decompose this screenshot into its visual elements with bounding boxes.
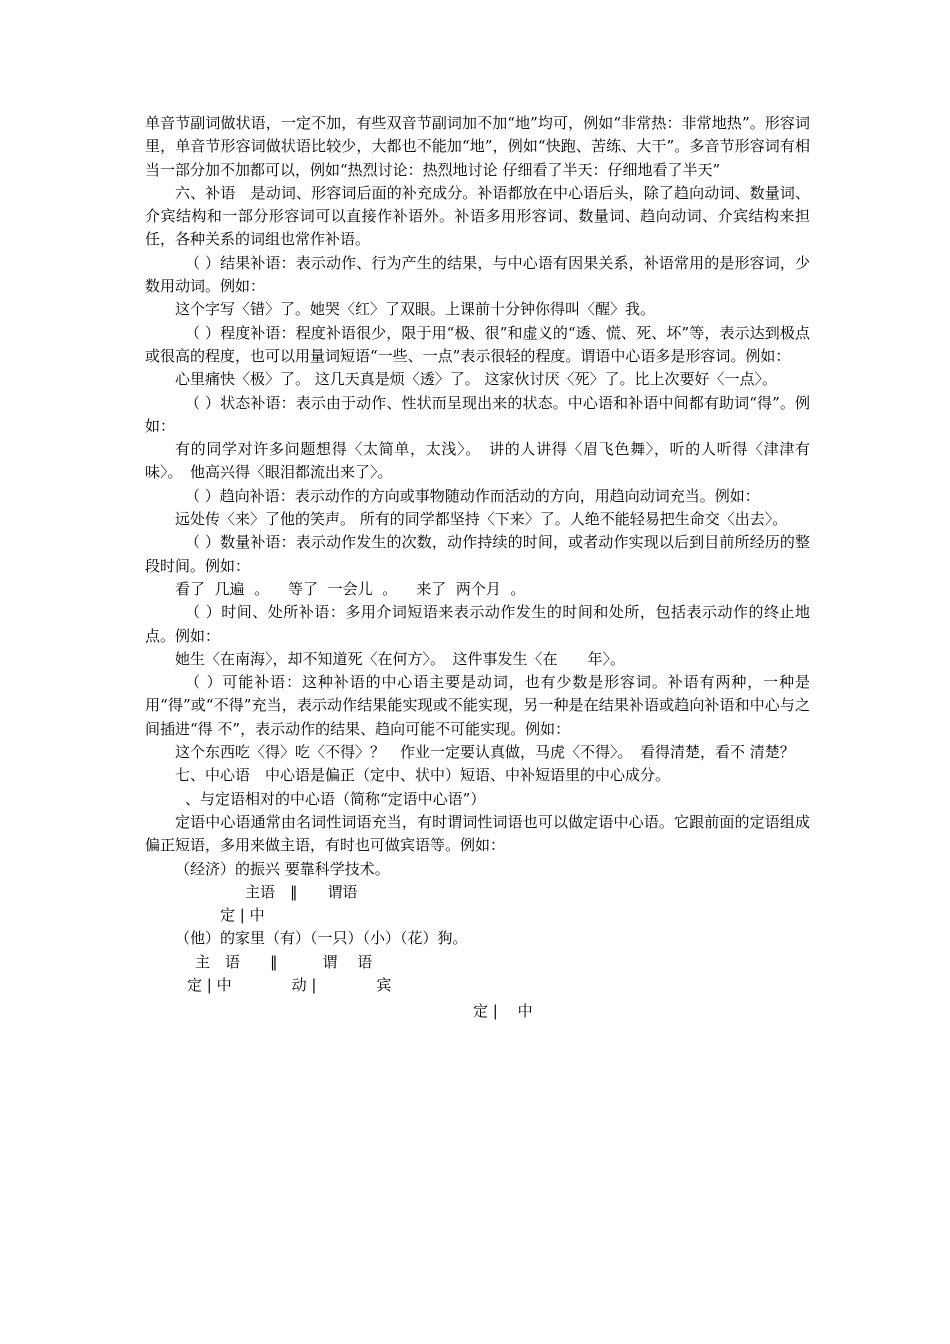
paragraph-direction-complement: （ ）趋向补语：表示动作的方向或事物随动作而活动的方向，用趋向动词充当。例如： xyxy=(185,486,760,505)
paragraph-state-complement: （ ）状态补语：表示由于动作、性状而呈现出来的状态。中心语和补语中间都有助词“得”。例如： xyxy=(145,393,810,435)
example-result-complement: 这个字写〈错〉了。她哭〈红〉了双眼。上课前十分钟你得叫〈醒〉我。 xyxy=(175,300,656,319)
diagram-line-attr-verb-object: 定 | 中 动 | 宾 xyxy=(187,975,392,994)
paragraph-time-place-complement: （ ）时间、处所补语：多用介词短语来表示动作发生的时间和处所，包括表示动作的终止地点。例如： xyxy=(145,603,810,645)
example-sentence-1: （经济）的振兴 要靠科学技术。 xyxy=(175,859,390,878)
diagram-line-attr-head: 定 | 中 xyxy=(220,906,265,925)
paragraph-attributive-head-desc: 定语中心语通常由名词性词语充当，有时谓词性词语也可以做定语中心语。它跟前面的定语组成偏正短语，多用来做主语，有时也可做宾语等。例如： xyxy=(145,812,810,855)
paragraph-head-word-heading: 七、中心语 中心语是偏正（定中、状中）短语、中补短语里的中心成分。 xyxy=(175,766,671,785)
example-sentence-2: （他）的家里（有）（一只）（小）（花）狗。 xyxy=(175,929,468,948)
paragraph-complement-heading: 六、补语 是动词、形容词后面的补充成分。补语都放在中心语后头，除了趋向动词、数量词、介宾结构和一部分形容词可以直接作补语外。补语多用形容词、数量词、趋向动词、介宾结构来担任，各种关系的词组也常作补语。 xyxy=(145,183,810,249)
example-time-place-complement: 她生〈在南海〉，却不知道死〈在何方〉。 这件事发生〈在 年〉。 xyxy=(175,649,626,668)
example-possible-complement: 这个东西吃〈得〉吃〈不得〉？ 作业一定要认真做，马虎〈不得〉。 看得清楚，看不 清楚？ xyxy=(175,743,795,762)
paragraph-result-complement: （ ）结果补语：表示动作、行为产生的结果，与中心语有因果关系，补语常用的是形容词，少数用动词。例如： xyxy=(145,253,810,296)
document-body xyxy=(145,112,810,1024)
diagram-line-subject-predicate: 主语 ‖ 谓语 xyxy=(245,882,358,901)
paragraph-possible-complement: （ ）可能补语：这种补语的中心语主要是动词，也有少数是形容词。补语有两种，一种是用“得”或“不得”充当，表示动作结果能实现或不能实现，另一种是在结果补语或趋向补语和中心与之间插进“得 不”，表示动作的结果、趋向可能不可能实现。例如： xyxy=(145,673,810,738)
paragraph-degree-complement: （ ）程度补语：程度补语很少，限于用“极、很”和虚义的“透、慌、死、坏”等，表示达到极点或很高的程度，也可以用量词短语“一些、一点”表示很轻的程度。谓语中心语多是形容词。例如： xyxy=(145,323,810,365)
diagram-line-subject-predicate-2: 主 语 ‖ 谓 语 xyxy=(195,952,373,971)
paragraph-quantity-complement: （ ）数量补语：表示动作发生的次数，动作持续的时间，或者动作实现以后到目前所经历的整段时间。例如： xyxy=(145,533,810,575)
paragraph-adverbial-note: 单音节副词做状语，一定不加，有些双音节副词加不加“地”均可，例如“非常热：非常地热”。形容词里，单音节形容词做状语比较少，大都也不能加“地”，例如“快跑、苦练、大干”。多音节形容词有相当一部分加不加都可以，例如“热烈讨论：热烈地讨论 仔细看了半天：仔细地看了半天” xyxy=(145,114,810,179)
example-degree-complement: 心里痛快〈极〉了。 这几天真是烦〈透〉了。 这家伙讨厌〈死〉了。比上次要好〈一点〉。 xyxy=(175,370,778,389)
example-quantity-complement: 看了 几遍 。 等了 一会儿 。 来了 两个月 。 xyxy=(175,579,526,598)
example-state-complement: 有的同学对许多问题想得〈太简单，太浅〉。 讲的人讲得〈眉飞色舞〉，听的人听得〈津津有味〉。 他高兴得〈眼泪都流出来了〉。 xyxy=(145,440,810,482)
paragraph-attributive-head-heading: 、与定语相对的中心语（简称“定语中心语”） xyxy=(185,789,486,808)
diagram-line-attr-head-2: 定 | 中 xyxy=(473,1002,533,1021)
example-direction-complement: 远处传〈来〉了他的笑声。 所有的同学都坚持〈下来〉了。人绝不能轻易把生命交〈出去〉。 xyxy=(175,510,788,529)
